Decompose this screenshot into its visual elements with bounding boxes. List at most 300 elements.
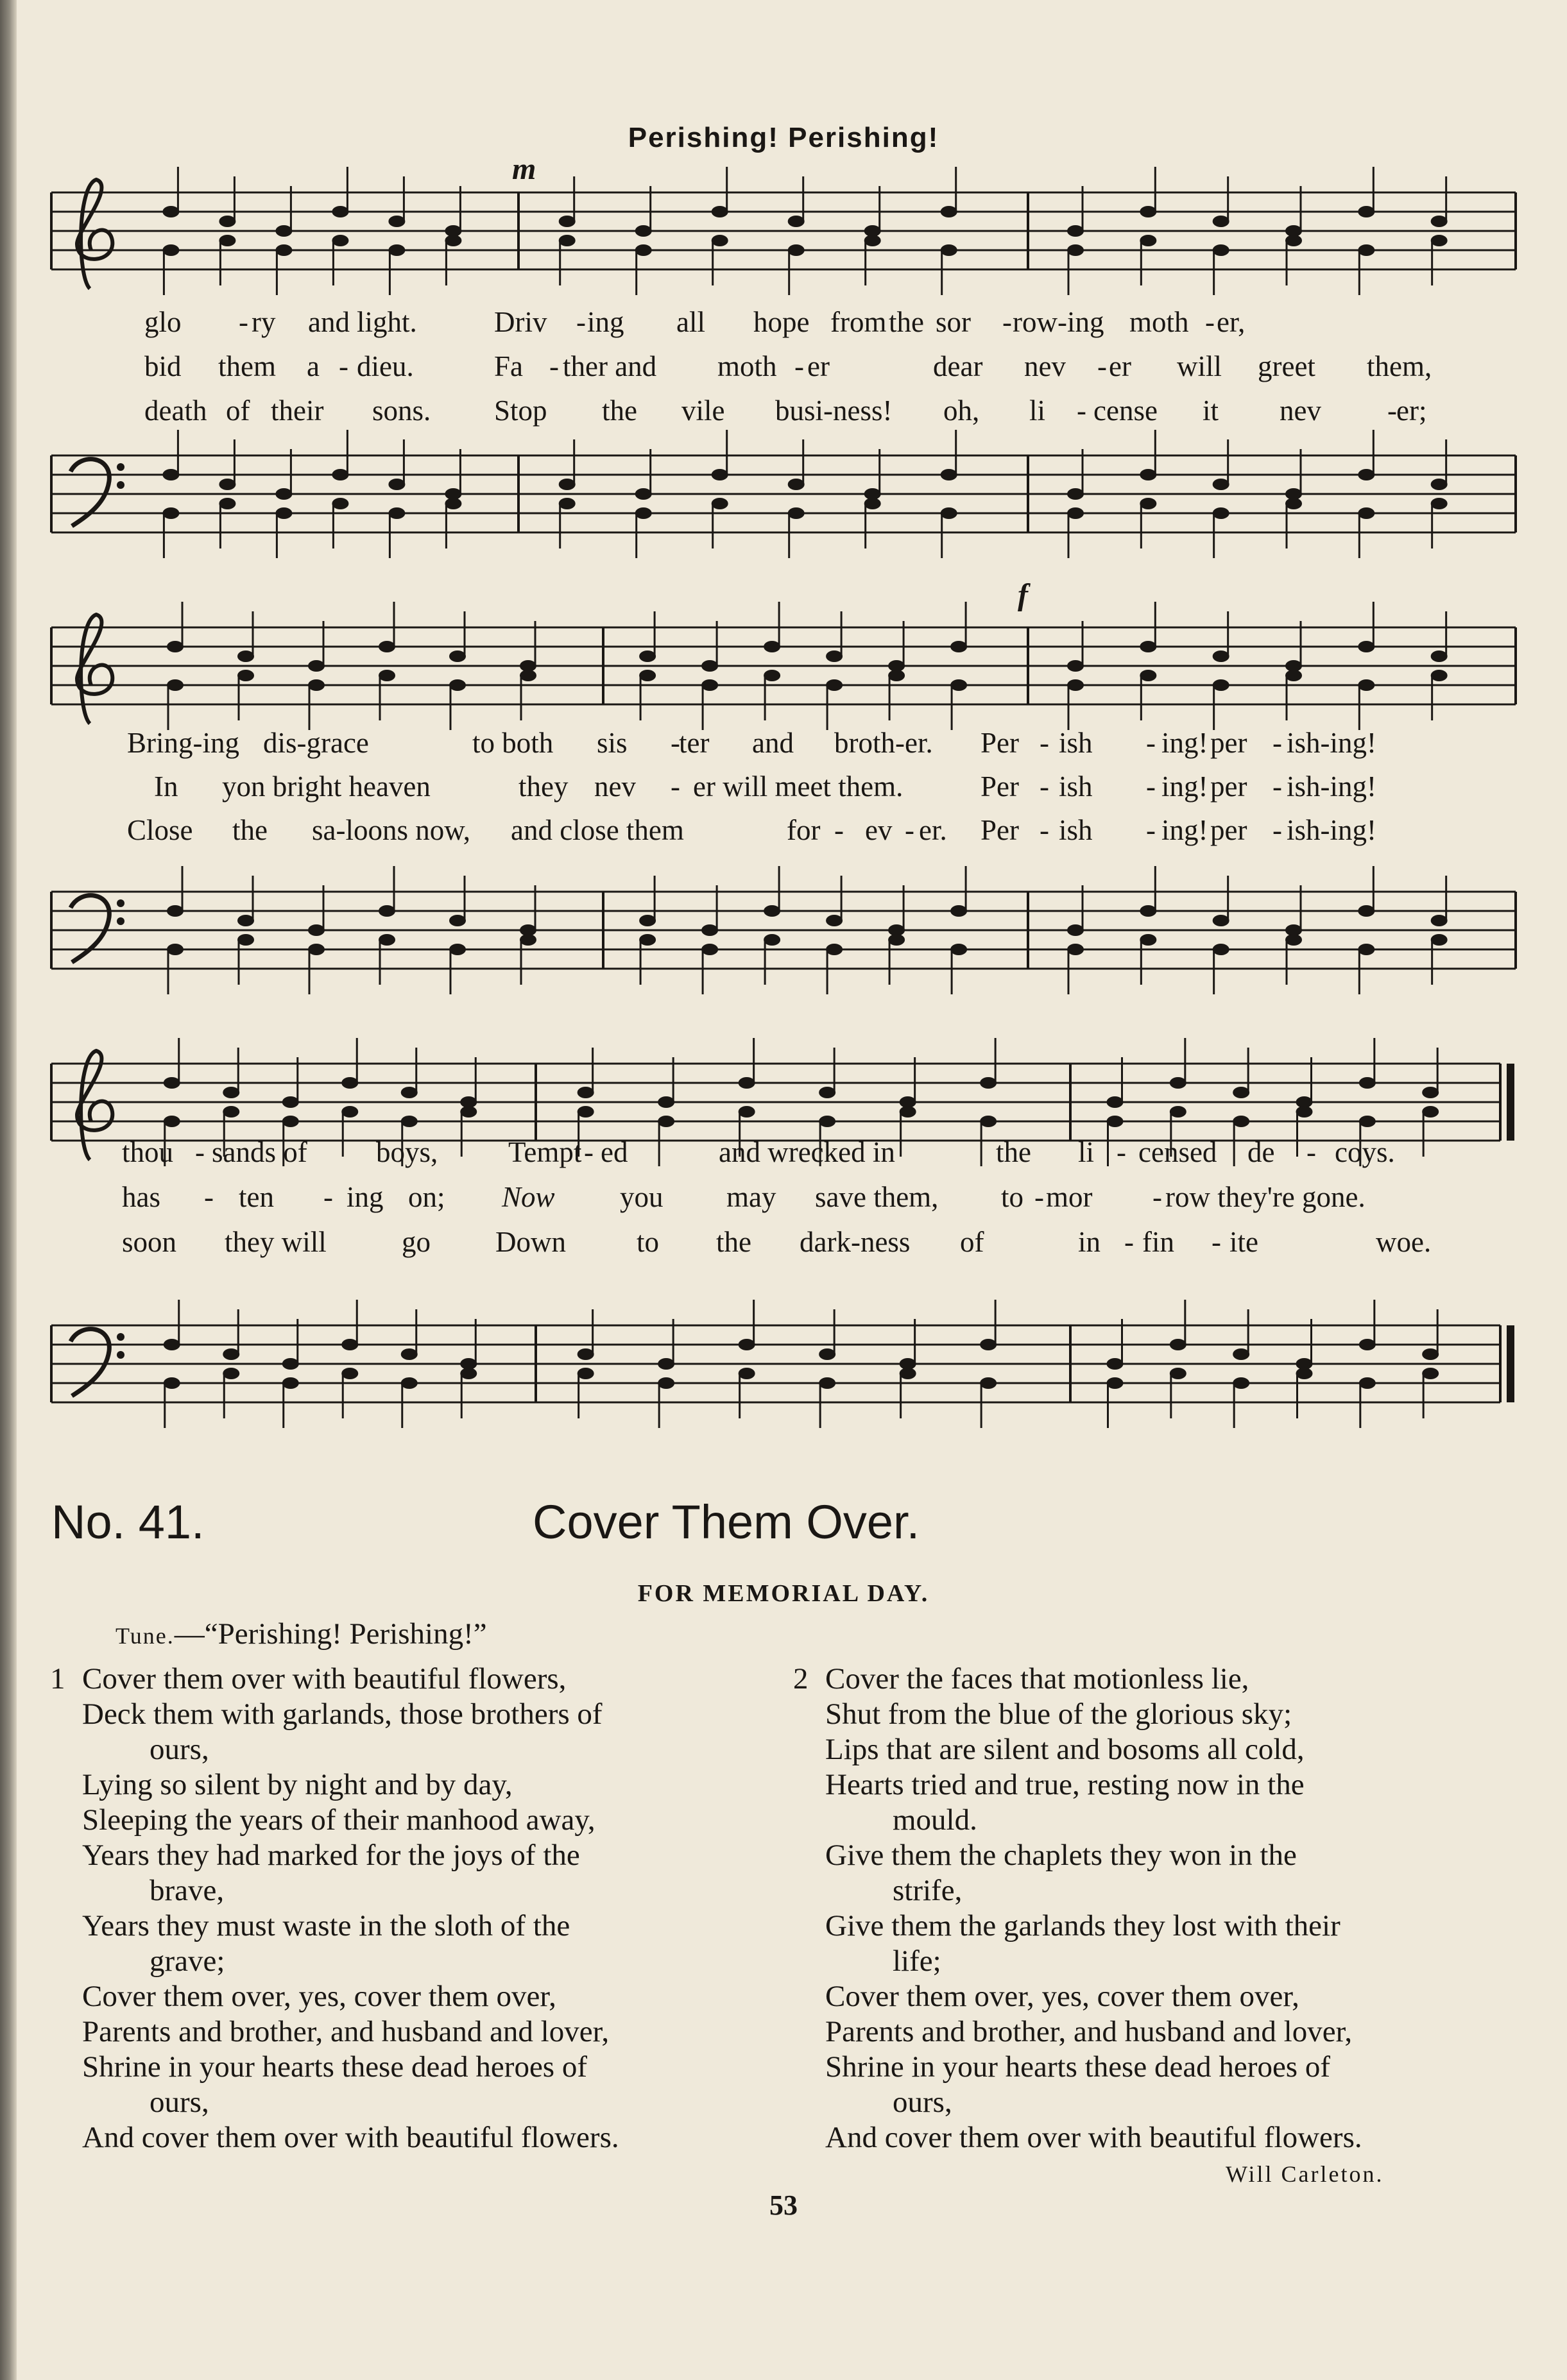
lyric-syllable: to bbox=[637, 1226, 660, 1258]
note-head bbox=[1213, 479, 1229, 490]
note-head bbox=[162, 507, 179, 519]
bass-clef-dot bbox=[117, 481, 124, 489]
verse-line: Shut from the blue of the glorious sky; bbox=[825, 1697, 1292, 1731]
lyric-syllable: and bbox=[308, 306, 350, 338]
note-head bbox=[1233, 1377, 1249, 1389]
lyric-syllable: it bbox=[1203, 395, 1219, 427]
note-head bbox=[819, 1116, 835, 1127]
verse-line: Parents and brother, and husband and lover, bbox=[825, 2015, 1353, 2048]
verse-line: Lips that are silent and bosoms all cold, bbox=[825, 1733, 1305, 1766]
note-head bbox=[1233, 1087, 1249, 1098]
note-head bbox=[167, 679, 184, 691]
lyric-syllable: - bbox=[1117, 1136, 1126, 1168]
lyric-syllable: de bbox=[1247, 1136, 1275, 1168]
note-head bbox=[341, 1077, 358, 1089]
lyric-syllable: ten bbox=[239, 1181, 274, 1213]
note-head bbox=[1359, 1339, 1376, 1350]
note-head bbox=[739, 1339, 755, 1350]
verse-line: ours, bbox=[150, 1733, 209, 1766]
lyric-syllable: - bbox=[1040, 727, 1049, 759]
lyric-syllable: sons. bbox=[372, 395, 431, 427]
verse-2 bbox=[793, 1662, 1362, 2155]
lyric-syllable: - bbox=[1034, 1181, 1044, 1213]
lyric-syllable: has bbox=[122, 1181, 160, 1213]
note-head bbox=[341, 1368, 358, 1379]
note-head bbox=[219, 235, 235, 246]
note-head bbox=[379, 905, 395, 917]
note-head bbox=[1422, 1106, 1439, 1118]
lyric-syllable: and close them bbox=[511, 814, 684, 846]
lyric-syllable: dark-ness bbox=[800, 1226, 911, 1258]
lyric-syllable: ish bbox=[1059, 770, 1093, 803]
bass-clef-dot bbox=[117, 899, 124, 907]
note-head bbox=[658, 1358, 674, 1370]
lyric-syllable: - bbox=[1124, 1226, 1134, 1258]
note-head bbox=[332, 498, 348, 509]
verse-line: Give them the chaplets they won in the bbox=[825, 1839, 1297, 1872]
note-head bbox=[1431, 650, 1448, 662]
lyric-syllable: row they're gone. bbox=[1165, 1181, 1366, 1213]
lyric-syllable: - bbox=[195, 1136, 205, 1168]
system-2-bass-staff bbox=[0, 872, 1567, 1039]
lyric-syllable: ish bbox=[1059, 727, 1093, 759]
verse-line: ours, bbox=[893, 2086, 952, 2119]
note-head bbox=[888, 670, 905, 681]
note-head bbox=[401, 1377, 418, 1389]
note-head bbox=[332, 235, 348, 246]
lyric-syllable: ish-ing! bbox=[1287, 727, 1376, 759]
note-head bbox=[826, 650, 843, 662]
lyric-syllable: them, bbox=[1367, 350, 1432, 382]
lyric-syllable: of bbox=[960, 1226, 984, 1258]
note-head bbox=[819, 1348, 835, 1360]
lyric-syllable: - bbox=[1272, 814, 1282, 846]
note-head bbox=[1107, 1358, 1124, 1370]
note-head bbox=[635, 225, 652, 237]
bass-clef-dot bbox=[117, 917, 124, 925]
lyric-syllable: they bbox=[518, 770, 569, 803]
note-head bbox=[635, 507, 652, 519]
lyric-syllable: and wrecked in bbox=[719, 1136, 895, 1168]
note-head bbox=[578, 1348, 594, 1360]
lyric-syllable: per bbox=[1210, 727, 1247, 759]
note-head bbox=[701, 944, 718, 955]
note-head bbox=[739, 1077, 755, 1089]
lyric-syllable: them bbox=[218, 350, 276, 382]
note-head bbox=[275, 488, 292, 500]
note-head bbox=[950, 905, 967, 917]
note-head bbox=[388, 244, 405, 256]
note-head bbox=[1170, 1077, 1186, 1089]
lyric-syllable: - bbox=[1040, 770, 1049, 803]
lyric-syllable: light. bbox=[357, 306, 417, 338]
treble-clef-icon bbox=[77, 615, 112, 724]
note-head bbox=[559, 479, 576, 490]
note-head bbox=[950, 944, 967, 955]
lyric-syllable: cense bbox=[1093, 395, 1158, 427]
bass-clef-icon bbox=[71, 459, 109, 526]
final-bar-line bbox=[1507, 1325, 1514, 1402]
note-head bbox=[639, 934, 656, 946]
system-1-bass-staff bbox=[0, 436, 1567, 603]
lyric-syllable: - bbox=[1272, 770, 1282, 803]
lyric-syllable: Close bbox=[127, 814, 193, 846]
note-head bbox=[1067, 507, 1084, 519]
note-head bbox=[701, 924, 718, 936]
note-head bbox=[701, 679, 718, 691]
note-head bbox=[1067, 488, 1084, 500]
note-head bbox=[164, 1377, 180, 1389]
lyric-syllable: - bbox=[1077, 395, 1086, 427]
note-head bbox=[764, 641, 780, 652]
note-head bbox=[1067, 225, 1084, 237]
note-head bbox=[449, 915, 466, 926]
note-head bbox=[1067, 679, 1084, 691]
lyric-syllable: - bbox=[1152, 1181, 1162, 1213]
note-head bbox=[980, 1077, 997, 1089]
note-head bbox=[1213, 679, 1229, 691]
note-head bbox=[1422, 1368, 1439, 1379]
lyric-syllable: - bbox=[1387, 395, 1397, 427]
note-head bbox=[445, 235, 461, 246]
lyric-syllable: ish-ing! bbox=[1287, 814, 1376, 846]
lyric-syllable: ish-ing! bbox=[1287, 770, 1376, 803]
note-head bbox=[788, 507, 805, 519]
note-head bbox=[1213, 244, 1229, 256]
tune-name: —“Perishing! Perishing!” bbox=[174, 1617, 487, 1651]
note-head bbox=[1107, 1116, 1124, 1127]
verse-line: brave, bbox=[150, 1874, 225, 1907]
note-head bbox=[559, 235, 576, 246]
note-head bbox=[764, 905, 780, 917]
lyric-syllable: ing! bbox=[1161, 727, 1208, 759]
lyric-syllable: busi-ness! bbox=[775, 395, 893, 427]
note-head bbox=[826, 944, 843, 955]
note-head bbox=[275, 244, 292, 256]
lyric-syllable: er. bbox=[919, 814, 947, 846]
lyric-syllable: yon bright heaven bbox=[222, 770, 431, 803]
hymn-subtitle: FOR MEMORIAL DAY. bbox=[637, 1580, 930, 1607]
lyric-syllable: vile bbox=[681, 395, 725, 427]
note-head bbox=[1422, 1348, 1439, 1360]
lyric-syllable: greet bbox=[1258, 350, 1315, 382]
lyric-syllable: of bbox=[226, 395, 250, 427]
verse-line: And cover them over with beautiful flowers. bbox=[82, 2121, 619, 2154]
verse-line: strife, bbox=[893, 1874, 963, 1907]
note-head bbox=[1431, 235, 1448, 246]
note-head bbox=[1285, 235, 1302, 246]
note-head bbox=[1296, 1368, 1313, 1379]
bass-clef-icon bbox=[71, 1329, 109, 1396]
lyric-syllable: sis bbox=[597, 727, 628, 759]
bass-clef-dot bbox=[117, 1351, 124, 1359]
lyric-syllable: - bbox=[1205, 306, 1215, 338]
lyric-syllable: row-ing bbox=[1013, 306, 1104, 338]
note-head bbox=[388, 479, 405, 490]
note-head bbox=[826, 679, 843, 691]
note-head bbox=[1233, 1116, 1249, 1127]
lyric-syllable: er bbox=[807, 350, 830, 382]
dynamic-forte-mark: f bbox=[1018, 578, 1028, 612]
lyric-syllable: the bbox=[232, 814, 268, 846]
lyric-syllable: will bbox=[1177, 350, 1222, 382]
verse-line: And cover them over with beautiful flowers. bbox=[825, 2121, 1362, 2154]
note-head bbox=[578, 1106, 594, 1118]
note-head bbox=[819, 1087, 835, 1098]
note-head bbox=[658, 1096, 674, 1108]
lyric-syllable: a bbox=[307, 350, 320, 382]
lyric-syllable: - bbox=[1212, 1226, 1221, 1258]
note-head bbox=[701, 660, 718, 672]
note-head bbox=[980, 1116, 997, 1127]
lyric-syllable: for bbox=[787, 814, 821, 846]
note-head bbox=[712, 469, 728, 480]
note-head bbox=[1170, 1368, 1186, 1379]
lyric-syllable: - bbox=[1097, 350, 1107, 382]
verse-line: life; bbox=[893, 1944, 941, 1978]
lyric-syllable: bid bbox=[144, 350, 182, 382]
note-head bbox=[658, 1377, 674, 1389]
lyric-syllable: censed bbox=[1138, 1136, 1217, 1168]
note-head bbox=[639, 670, 656, 681]
lyric-syllable: - bbox=[671, 727, 680, 759]
verse-line: grave; bbox=[150, 1944, 225, 1978]
note-head bbox=[1140, 469, 1156, 480]
note-head bbox=[164, 1077, 180, 1089]
note-head bbox=[1233, 1348, 1249, 1360]
lyric-syllable: ing! bbox=[1161, 814, 1208, 846]
lyric-syllable: per bbox=[1210, 814, 1247, 846]
note-head bbox=[1358, 206, 1374, 217]
note-head bbox=[900, 1106, 916, 1118]
note-head bbox=[950, 641, 967, 652]
lyric-syllable: hope bbox=[753, 306, 810, 338]
note-head bbox=[219, 479, 235, 490]
note-head bbox=[282, 1358, 299, 1370]
note-head bbox=[164, 1339, 180, 1350]
note-head bbox=[635, 244, 652, 256]
note-head bbox=[445, 498, 461, 509]
bass-clef-icon bbox=[71, 896, 109, 962]
note-head bbox=[520, 670, 536, 681]
lyric-syllable: in bbox=[1078, 1226, 1101, 1258]
verse-line: Parents and brother, and husband and lover, bbox=[82, 2015, 610, 2048]
running-title: Perishing! Perishing! bbox=[628, 122, 939, 153]
lyric-syllable: to bbox=[1001, 1181, 1024, 1213]
lyric-syllable: broth-er. bbox=[834, 727, 933, 759]
note-head bbox=[739, 1368, 755, 1379]
lyric-syllable: sor bbox=[936, 306, 971, 338]
note-head bbox=[941, 244, 957, 256]
lyric-syllable: you bbox=[620, 1181, 664, 1213]
lyric-syllable: go bbox=[402, 1226, 431, 1258]
lyric-syllable: ter bbox=[679, 727, 710, 759]
note-head bbox=[559, 498, 576, 509]
note-head bbox=[1067, 660, 1084, 672]
lyric-syllable: Fa bbox=[494, 350, 523, 382]
note-head bbox=[219, 216, 235, 227]
lyric-syllable: er will meet them. bbox=[693, 770, 903, 803]
note-head bbox=[379, 641, 395, 652]
lyric-syllable: death bbox=[144, 395, 207, 427]
note-head bbox=[1140, 934, 1156, 946]
note-head bbox=[308, 924, 325, 936]
lyric-syllable: ite bbox=[1229, 1226, 1258, 1258]
lyric-syllable: ther and bbox=[563, 350, 657, 382]
note-head bbox=[1358, 244, 1374, 256]
lyric-syllable: the bbox=[996, 1136, 1031, 1168]
note-head bbox=[401, 1116, 418, 1127]
note-head bbox=[635, 488, 652, 500]
hymn-number: No. 41. bbox=[51, 1495, 205, 1549]
lyric-syllable: per bbox=[1210, 770, 1247, 803]
lyric-syllable: soon bbox=[122, 1226, 177, 1258]
lyric-syllable: save them, bbox=[815, 1181, 939, 1213]
note-head bbox=[1285, 498, 1302, 509]
note-head bbox=[1140, 206, 1156, 217]
note-head bbox=[308, 944, 325, 955]
note-head bbox=[388, 507, 405, 519]
note-head bbox=[578, 1368, 594, 1379]
lyric-syllable: Bring-ing bbox=[127, 727, 239, 759]
note-head bbox=[1431, 670, 1448, 681]
lyric-syllable: er, bbox=[1217, 306, 1246, 338]
note-head bbox=[223, 1368, 239, 1379]
note-head bbox=[237, 934, 254, 946]
lyric-syllable: - bbox=[1146, 727, 1156, 759]
lyric-syllable: all bbox=[676, 306, 705, 338]
note-head bbox=[332, 469, 348, 480]
verse-2-number: 2 bbox=[793, 1662, 809, 1696]
note-head bbox=[449, 650, 466, 662]
note-head bbox=[1358, 641, 1374, 652]
note-head bbox=[1140, 498, 1156, 509]
verse-line: ours, bbox=[150, 2086, 209, 2119]
verse-line: Sleeping the years of their manhood away, bbox=[82, 1803, 595, 1837]
lyric-syllable: woe. bbox=[1376, 1226, 1432, 1258]
note-head bbox=[864, 498, 881, 509]
note-head bbox=[282, 1116, 299, 1127]
note-head bbox=[764, 934, 780, 946]
lyric-syllable: er; bbox=[1396, 395, 1427, 427]
lyric-syllable: - bbox=[549, 350, 559, 382]
lyric-syllable: - bbox=[576, 306, 586, 338]
lyric-syllable: boys, bbox=[376, 1136, 438, 1168]
lyric-syllable: on; bbox=[408, 1181, 445, 1213]
note-head bbox=[1358, 905, 1374, 917]
dynamic-mezzo-mark: m bbox=[512, 152, 536, 186]
note-head bbox=[1422, 1087, 1439, 1098]
lyric-syllable: li bbox=[1029, 395, 1046, 427]
note-head bbox=[275, 225, 292, 237]
note-head bbox=[167, 905, 184, 917]
note-head bbox=[1358, 944, 1374, 955]
lyric-syllable: Per bbox=[980, 770, 1019, 803]
note-head bbox=[888, 934, 905, 946]
lyric-syllable: - bbox=[1146, 814, 1156, 846]
note-head bbox=[164, 1116, 180, 1127]
note-head bbox=[1359, 1377, 1376, 1389]
lyric-syllable: er bbox=[1109, 350, 1131, 382]
verse-line: Cover them over, yes, cover them over, bbox=[825, 1980, 1299, 2013]
lyric-syllable: ish bbox=[1059, 814, 1093, 846]
lyric-syllable: dieu. bbox=[357, 350, 414, 382]
lyric-syllable: to both bbox=[472, 727, 554, 759]
note-head bbox=[223, 1348, 239, 1360]
note-head bbox=[788, 244, 805, 256]
verse-line: Hearts tried and true, resting now in the bbox=[825, 1768, 1305, 1801]
note-head bbox=[223, 1106, 239, 1118]
note-head bbox=[941, 507, 957, 519]
lyric-syllable: nev bbox=[1024, 350, 1066, 382]
note-head bbox=[237, 915, 254, 926]
note-head bbox=[449, 679, 466, 691]
note-head bbox=[1359, 1077, 1376, 1089]
lyric-syllable: the bbox=[889, 306, 924, 338]
note-head bbox=[559, 216, 576, 227]
lyric-syllable: glo bbox=[144, 306, 182, 338]
lyric-syllable: the bbox=[602, 395, 637, 427]
note-head bbox=[1431, 479, 1448, 490]
note-head bbox=[1067, 244, 1084, 256]
lyric-syllable: ing bbox=[587, 306, 624, 338]
note-head bbox=[1431, 934, 1448, 946]
note-head bbox=[739, 1106, 755, 1118]
treble-clef-icon bbox=[77, 180, 112, 289]
verse-line: Cover the faces that motionless lie, bbox=[825, 1662, 1249, 1696]
lyric-syllable: Stop bbox=[494, 395, 547, 427]
lyric-syllable: sands of bbox=[212, 1136, 307, 1168]
verse-line: Lying so silent by night and by day, bbox=[82, 1768, 513, 1801]
bass-clef-dot bbox=[117, 463, 124, 471]
lyric-syllable: - bbox=[204, 1181, 214, 1213]
note-head bbox=[1213, 915, 1229, 926]
lyric-syllable: their bbox=[271, 395, 324, 427]
lyric-syllable: coys. bbox=[1335, 1136, 1395, 1168]
note-head bbox=[1213, 507, 1229, 519]
note-head bbox=[712, 206, 728, 217]
note-head bbox=[1213, 216, 1229, 227]
verse-line: Shrine in your hearts these dead heroes of bbox=[82, 2050, 587, 2084]
lyric-syllable: - bbox=[1040, 814, 1049, 846]
verse-line: Years they had marked for the joys of the bbox=[82, 1839, 580, 1872]
note-head bbox=[1359, 1116, 1376, 1127]
note-head bbox=[1358, 469, 1374, 480]
lyric-syllable: ry bbox=[252, 306, 276, 338]
note-head bbox=[308, 660, 325, 672]
lyric-syllable: - bbox=[1306, 1136, 1316, 1168]
lyric-syllable: - bbox=[323, 1181, 333, 1213]
note-head bbox=[639, 650, 656, 662]
verse-line: Deck them with garlands, those brothers of bbox=[82, 1697, 603, 1731]
tune-line bbox=[116, 1617, 487, 1651]
lyric-syllable: fin bbox=[1142, 1226, 1174, 1258]
lyric-syllable: Per bbox=[980, 727, 1019, 759]
lyric-syllable: nev bbox=[1280, 395, 1321, 427]
note-head bbox=[1285, 670, 1302, 681]
note-head bbox=[864, 235, 881, 246]
note-head bbox=[401, 1348, 418, 1360]
note-head bbox=[162, 206, 179, 217]
lyric-syllable: - bbox=[1272, 727, 1282, 759]
lyric-syllable: - bbox=[794, 350, 804, 382]
note-head bbox=[1140, 905, 1156, 917]
lyric-syllable: Now bbox=[502, 1181, 555, 1213]
note-head bbox=[578, 1087, 594, 1098]
lyric-syllable: oh, bbox=[943, 395, 980, 427]
note-head bbox=[1140, 235, 1156, 246]
lyric-syllable: - bbox=[1146, 770, 1156, 803]
